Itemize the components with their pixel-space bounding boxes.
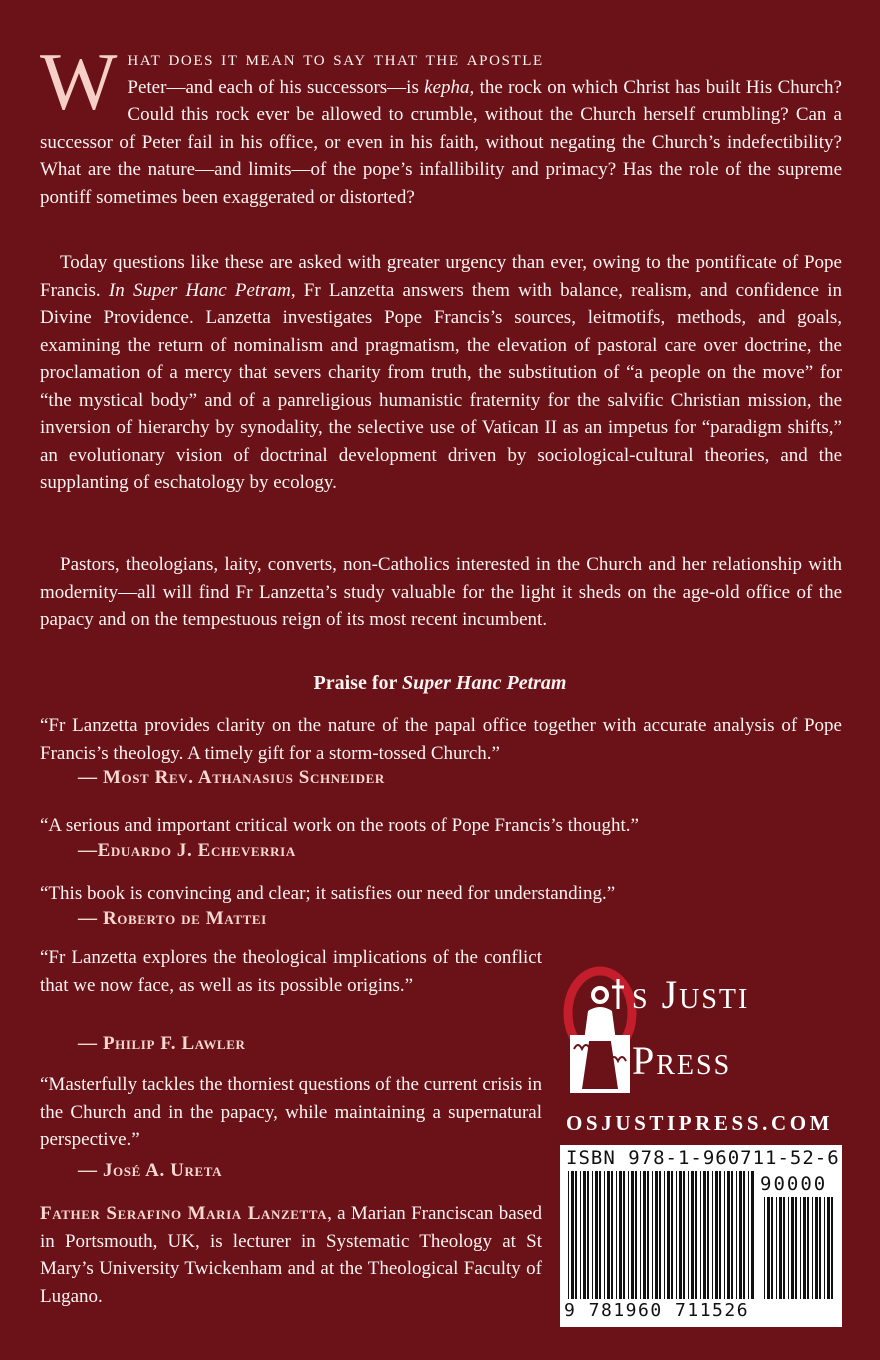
price-addon: 90000 xyxy=(760,1173,828,1195)
barcode-bar xyxy=(655,1171,658,1299)
saint-emblem-icon xyxy=(562,965,642,1095)
barcode-digits: 9 781960 711526 xyxy=(564,1300,750,1321)
barcode-bar xyxy=(616,1171,617,1299)
praise-quote: “Masterfully tackles the thorniest questions of the current crisis in the Church and in the papacy, while maintaining a supernatural perspective.” xyxy=(40,1074,542,1150)
barcode-bar xyxy=(695,1171,697,1299)
intro-text-1: Peter—and each of his successors—is xyxy=(127,76,425,98)
barcode-bar xyxy=(623,1171,625,1299)
barcode-bar xyxy=(719,1171,721,1299)
praise-author: —Eduardo J. Echeverria xyxy=(78,840,296,861)
barcode-bar xyxy=(571,1171,574,1299)
praise-heading-prefix: Praise for xyxy=(313,672,403,694)
barcode-bar xyxy=(779,1197,782,1299)
praise-quote: “Fr Lanzetta provides clarity on the nature of the papal office together with accurate analysis of Pope Francis’s theology. A timely gift for a storm-tossed Church.” xyxy=(40,715,842,764)
barcode-bar xyxy=(771,1197,773,1299)
barcode-bar xyxy=(631,1171,634,1299)
barcode-bar xyxy=(679,1171,682,1299)
barcode-bar xyxy=(580,1171,581,1299)
barcode-bar xyxy=(671,1171,673,1299)
barcode-bar xyxy=(619,1171,622,1299)
intro-italic: kepha xyxy=(424,76,470,98)
barcode-bar xyxy=(812,1197,813,1299)
praise-author: — Philip F. Lawler xyxy=(78,1033,246,1054)
barcode-bar xyxy=(583,1171,586,1299)
praise-author: — Roberto de Mattei xyxy=(78,908,267,929)
praise-quote: “A serious and important critical work on the roots of Pope Francis’s thought.” xyxy=(40,815,639,836)
barcode-bar xyxy=(640,1171,641,1299)
barcode-bar xyxy=(807,1197,809,1299)
barcode-bar xyxy=(819,1197,821,1299)
barcode-bar xyxy=(647,1171,649,1299)
author-bio-text: , a Marian Franciscan based in Portsmouth, UK, is lecturer in Systematic Theology at St Mary’s University Twickenham and at the Theological Faculty of Lugano. xyxy=(40,1203,542,1307)
barcode-bar xyxy=(727,1171,730,1299)
intro-paragraph xyxy=(40,36,842,211)
barcode-bar xyxy=(659,1171,661,1299)
barcode-bar xyxy=(724,1171,725,1299)
barcode-bar xyxy=(831,1197,833,1299)
praise-quote: “This book is convincing and clear; it satisfies our need for understanding.” xyxy=(40,883,616,904)
barcode-bar xyxy=(736,1171,737,1299)
barcode-bar xyxy=(803,1197,806,1299)
barcode-bar xyxy=(788,1197,789,1299)
barcode-bar xyxy=(691,1171,694,1299)
author-name: Father Serafino Maria Lanzetta xyxy=(40,1203,328,1224)
drop-cap: W xyxy=(40,36,118,127)
isbn-barcode xyxy=(560,1145,842,1327)
barcode-bar xyxy=(827,1197,830,1299)
praise-author: — Most Rev. Athanasius Schneider xyxy=(78,767,385,788)
barcode-bar xyxy=(739,1171,742,1299)
praise-author: — José A. Ureta xyxy=(78,1160,223,1181)
barcode-bar xyxy=(824,1197,825,1299)
barcode-bar xyxy=(611,1171,613,1299)
barcode-bar xyxy=(776,1197,777,1299)
barcode-bar xyxy=(635,1171,637,1299)
publisher-name-line2: Press xyxy=(632,1038,732,1083)
barcode-bar xyxy=(800,1197,801,1299)
barcode-bar xyxy=(599,1171,601,1299)
barcode-bar xyxy=(604,1171,605,1299)
barcode-bar xyxy=(664,1171,665,1299)
praise-heading-title: Super Hanc Petram xyxy=(402,672,567,694)
barcode-bar xyxy=(652,1171,653,1299)
praise-quote: “Fr Lanzetta explores the theological implications of the conflict that we now face, as well as its possible origins.” xyxy=(40,947,542,996)
barcode-bar xyxy=(628,1171,629,1299)
summary-text-2: , Fr Lanzetta answers them with balance, realism, and confidence in Divine Providence. Lanzetta investigates Pope Francis’s sources, leitmotifs, methods, and goals, examining the return of nominalism and pragmatism, the elevation of pastoral care over doctrine, the proclamation of a mercy that severs charity from truth, the substitution of “a people on the move” for “the mystical body” and of a panreligious humanistic fraternity for the salvific Christian mission, the inversion of hierarchy by synodality, the selective use of Vatican II as an impetus for “paradigm shifts,” an evolutionary vision of doctrinal development driven by sociological-cultural theories, and the supplanting of eschatology by ecology. xyxy=(40,279,842,493)
barcode-bar xyxy=(643,1171,646,1299)
isbn-number: ISBN 978-1-960711-52-6 xyxy=(566,1147,840,1169)
barcode-bar xyxy=(607,1171,610,1299)
publisher-website: OSJUSTIPRESS.COM xyxy=(566,1111,834,1135)
barcode-bar xyxy=(595,1171,598,1299)
summary-text-1: Today questions like these are asked with greater urgency than ever, owing to the pontificate of Pope Francis. xyxy=(40,252,842,301)
summary-italic-title: In Super Hanc Petram xyxy=(108,279,291,301)
publisher-name-line1: s Justi xyxy=(632,972,750,1017)
barcode-bar xyxy=(795,1197,797,1299)
barcode-bar xyxy=(712,1171,713,1299)
publisher-logo xyxy=(562,965,852,1095)
intro-lead-caps: hat does it mean to say that the apostle xyxy=(127,45,544,70)
barcode-bar xyxy=(575,1171,577,1299)
barcode-bar xyxy=(731,1171,733,1299)
summary-paragraph xyxy=(40,249,842,497)
barcode-bar xyxy=(587,1171,589,1299)
barcode-bar xyxy=(743,1171,745,1299)
praise-heading xyxy=(0,672,880,695)
barcode-bar xyxy=(791,1197,794,1299)
barcode-bar xyxy=(764,1197,765,1299)
barcode-bar xyxy=(815,1197,818,1299)
barcode-bar xyxy=(715,1171,718,1299)
barcode-bar xyxy=(748,1171,749,1299)
audience-paragraph: Pastors, theologians, laity, converts, non-Catholics interested in the Church and her relationship with modernity—all will find Fr Lanzetta’s study valuable for the light it sheds on the age-old office of the papacy and on the tempestuous reign of its most recent incumbent. xyxy=(40,554,842,630)
barcode-bar xyxy=(707,1171,709,1299)
barcode-bar xyxy=(676,1171,677,1299)
barcode-bar xyxy=(667,1171,670,1299)
barcode-bar xyxy=(751,1171,754,1299)
barcode-bar xyxy=(683,1171,685,1299)
barcode-bar xyxy=(703,1171,706,1299)
barcode-bar xyxy=(568,1171,569,1299)
barcode-bar xyxy=(767,1197,770,1299)
author-bio xyxy=(40,1200,542,1310)
barcode-bar xyxy=(592,1171,593,1299)
barcode-bar xyxy=(688,1171,689,1299)
barcode-bar xyxy=(783,1197,785,1299)
barcode-bar xyxy=(700,1171,701,1299)
intro-text-2: , the rock on which Christ has built His Church? Could this rock ever be allowed to crumble, without the Church herself crumbling? Can a successor of Peter fail in his office, or even in his faith, without negating the Church’s indefectibility? What are the nature—and limits—of the pope’s infallibility and primacy? Has the role of the supreme pontiff sometimes been exaggerated or distorted? xyxy=(40,76,842,208)
